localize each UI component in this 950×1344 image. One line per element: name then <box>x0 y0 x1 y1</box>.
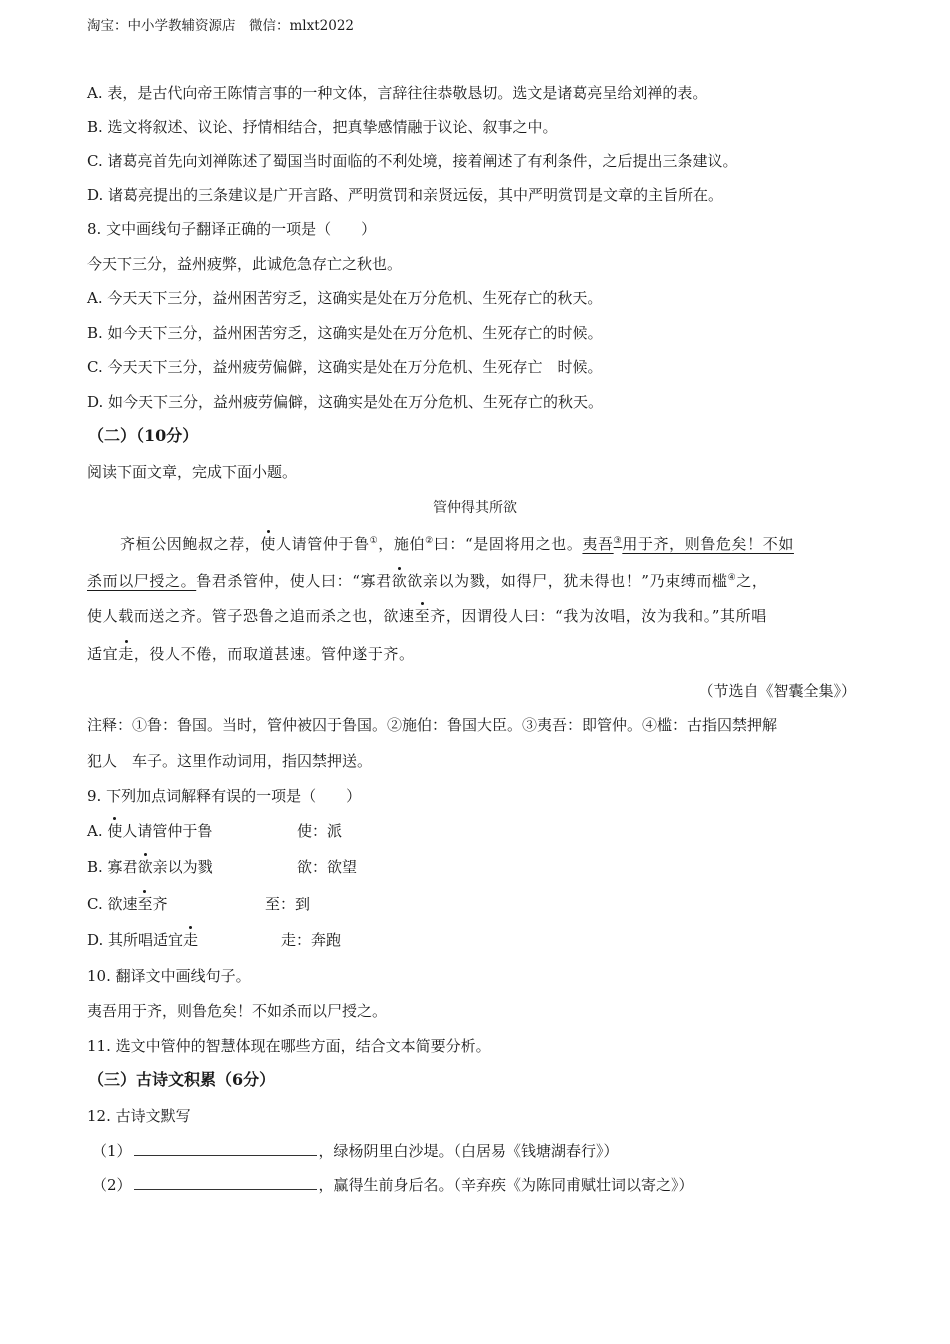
q12-item-2 <box>92 1175 694 1195</box>
notes-line-1: 注释：①鲁：鲁国。当时，管仲被囚于鲁国。②施伯：鲁国大臣。③夷吾：即管仲。④槛：古指囚禁押解 <box>87 716 778 734</box>
q8-option-d: D. 如今天下三分，益州疲劳偏僻，这确实是处在万分危机、生死存亡的秋天。 <box>87 393 604 411</box>
q7-option-d: D. 诸葛亮提出的三条建议是广开言路、严明赏罚和亲贤远佞，其中严明赏罚是文章的主旨所在。 <box>87 186 724 204</box>
q8-option-a: A. 今天天下三分，益州困苦穷乏，这确实是处在万分危机、生死存亡的秋天。 <box>87 289 603 307</box>
q8-stem: 8. 文中画线句子翻译正确的一项是（ ） <box>87 220 377 238</box>
section2-heading: （二）（10分） <box>88 426 199 445</box>
dotted-char: 使 <box>107 822 123 840</box>
q9-option-b <box>87 857 213 877</box>
option-label: A. <box>87 822 108 840</box>
item-text: ，绿杨阴里白沙堤。（白居易《钱塘湖春行》） <box>318 1142 619 1160</box>
q12-stem: 12. 古诗文默写 <box>87 1107 191 1125</box>
dotted-char: 走 <box>183 931 199 949</box>
section3-heading: （三）古诗文积累（6分） <box>88 1070 276 1089</box>
passage-text: ，役人不倦，而取道甚速。管仲遂于齐。 <box>133 645 415 663</box>
footnote-mark: ④ <box>727 573 737 583</box>
q9-gloss-b: 欲：欲望 <box>297 858 358 876</box>
underlined-text: 夷吾 <box>582 535 614 553</box>
passage-text: 鲁君 <box>196 572 228 590</box>
q9-option-c <box>87 894 168 914</box>
passage-title: 管仲得其所欲 <box>433 500 517 516</box>
q11-stem: 11. 选文中管仲的智慧体现在哪些方面，结合文本简要分析。 <box>87 1037 491 1055</box>
option-label: D. 其所唱适宜 <box>87 931 184 949</box>
dotted-char: 使 <box>260 535 277 553</box>
passage-text: 使人载而送之齐。管子恐鲁之追而杀之也，欲速 <box>87 607 415 625</box>
item-text: ，赢得生前身后名。（辛弃疾《为陈同甫赋壮词以寄之》） <box>318 1176 694 1194</box>
option-label: C. 欲速 <box>87 895 138 913</box>
q7-option-a: A. 表，是古代向帝王陈情言事的一种文体，言辞往往恭敬恳切。选文是诸葛亮呈给刘禅的表。 <box>87 84 708 102</box>
underlined-text: 杀而以尸授之。 <box>87 572 197 590</box>
dotted-char: 欲 <box>391 572 408 590</box>
passage-line-1 <box>120 531 794 554</box>
q12-item-1 <box>92 1141 619 1161</box>
q9-gloss-c: 至：到 <box>265 895 311 913</box>
q8-option-b: B. 如今天下三分，益州困苦穷乏，这确实是处在万分危机、生死存亡的时候。 <box>87 324 603 342</box>
passage-source: （节选自《智囊全集》） <box>698 682 856 700</box>
passage-text: 之， <box>736 572 768 590</box>
passage-text: 杀管仲，使人曰：“寡君 <box>227 572 392 590</box>
option-text: 人请管仲于鲁 <box>122 822 213 840</box>
dotted-char: 至 <box>414 607 431 625</box>
passage-line-3 <box>87 606 767 626</box>
q7-option-b: B. 选文将叙述、议论、抒情相结合，把真挚感情融于议论、叙事之中。 <box>87 118 558 136</box>
passage-line-4 <box>87 644 415 664</box>
dotted-char: 走 <box>118 645 134 663</box>
q9-stem: 9. 下列加点词解释有误的一项是（ ） <box>87 787 362 805</box>
answer-blank[interactable] <box>134 1175 317 1190</box>
passage-text: ，施伯 <box>378 535 426 553</box>
option-text: 亲以为戮 <box>152 858 213 876</box>
dotted-char: 欲 <box>137 858 153 876</box>
passage-text: 齐桓公因鲍叔之荐， <box>120 535 261 553</box>
notes-line-2: 犯人 车子。这里作动词用，指囚禁押送。 <box>87 752 373 770</box>
item-label: （2） <box>92 1176 132 1194</box>
passage-text: 齐，因谓役人曰：“我为汝唱，汝为我和。”其所唱 <box>430 607 767 625</box>
q8-sentence: 今天下三分，益州疲弊，此诚危急存亡之秋也。 <box>87 255 403 273</box>
q9-option-d <box>87 930 198 950</box>
page-header: 淘宝：中小学教辅资源店 微信：mlxt2022 <box>87 18 355 34</box>
item-label: （1） <box>92 1142 132 1160</box>
passage-text: 曰：“是固将用之也。 <box>433 535 583 553</box>
passage-text: 适宜 <box>87 645 119 663</box>
q9-option-a <box>87 821 212 841</box>
q10-stem: 10. 翻译文中画线句子。 <box>87 967 251 985</box>
q9-gloss-a: 使：派 <box>297 822 343 840</box>
answer-blank[interactable] <box>134 1141 317 1156</box>
dotted-char: 至 <box>137 895 153 913</box>
footnote-mark: ② <box>425 536 434 546</box>
passage-text: 欲亲以为戮，如得尸，犹未得也！”乃束缚而槛 <box>407 572 728 590</box>
q10-sentence: 夷吾用于齐，则鲁危矣！不如杀而以尸授之。 <box>87 1002 388 1020</box>
q7-option-c: C. 诸葛亮首先向刘禅陈述了蜀国当时面临的不利处境，接着阐述了有利条件，之后提出三条建议。 <box>87 152 738 170</box>
footnote-mark: ③ <box>613 536 623 546</box>
passage-text: 人请管仲于鲁 <box>276 535 370 553</box>
passage-line-2 <box>87 568 767 591</box>
footnote-mark: ① <box>369 536 379 546</box>
section2-instruction: 阅读下面文章，完成下面小题。 <box>87 463 298 481</box>
option-label: B. 寡君 <box>87 858 138 876</box>
underlined-text: 用于齐，则鲁危矣！不如 <box>622 535 794 553</box>
q8-option-c: C. 今天天下三分，益州疲劳偏僻，这确实是处在万分危机、生死存亡 时候。 <box>87 358 603 376</box>
q9-gloss-d: 走：奔跑 <box>281 931 342 949</box>
option-text: 齐 <box>152 895 168 913</box>
